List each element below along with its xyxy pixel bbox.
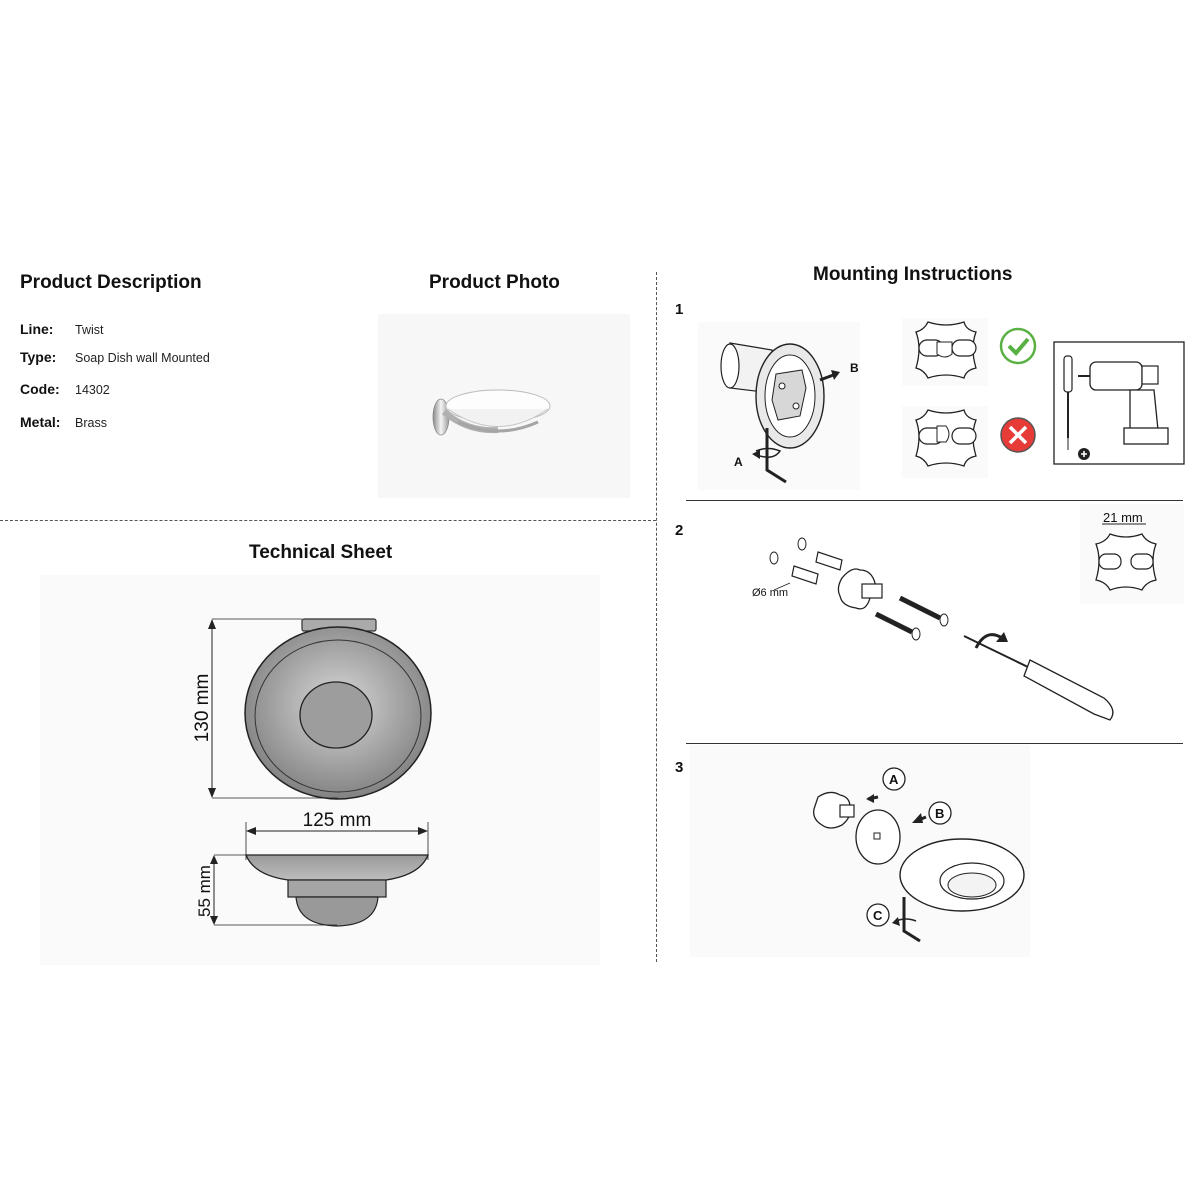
field-value-metal: Brass <box>75 416 107 430</box>
mounting-instructions-title: Mounting Instructions <box>813 264 1013 285</box>
technical-drawing <box>40 575 600 965</box>
dimension-height-label: 130 mm <box>192 673 213 743</box>
step-1-number: 1 <box>675 301 684 318</box>
step-3-label-a: A <box>889 772 899 787</box>
horizontal-divider <box>0 520 656 521</box>
step-divider-2 <box>686 743 1183 744</box>
step-1-illustration <box>690 318 1190 498</box>
dimension-width-label: 125 mm <box>302 810 372 831</box>
field-value-type: Soap Dish wall Mounted <box>75 351 210 365</box>
step-2-illustration <box>690 500 1190 742</box>
technical-sheet-title: Technical Sheet <box>249 542 393 563</box>
step-3-label-c: C <box>873 908 883 923</box>
field-label-type: Type: <box>20 349 57 365</box>
product-description-title: Product Description <box>20 272 202 293</box>
field-label-line: Line: <box>20 321 54 337</box>
step-2-number: 2 <box>675 522 684 539</box>
step-3-illustration <box>690 745 1190 960</box>
field-value-line: Twist <box>75 323 104 337</box>
vertical-divider <box>656 272 657 962</box>
step-2-diameter-label: Ø6 mm <box>752 587 789 599</box>
step-2-spacing-label: 21 mm <box>1103 510 1143 525</box>
product-photo <box>378 314 630 498</box>
step-1-label-b: B <box>850 361 859 375</box>
field-value-code: 14302 <box>75 383 110 397</box>
step-1-label-a: A <box>734 455 743 469</box>
step-3-number: 3 <box>675 759 684 776</box>
dimension-depth-label: 55 mm <box>195 865 214 917</box>
step-3-label-b: B <box>935 806 945 821</box>
field-label-metal: Metal: <box>20 414 61 430</box>
field-label-code: Code: <box>20 381 60 397</box>
product-photo-title: Product Photo <box>429 272 560 293</box>
